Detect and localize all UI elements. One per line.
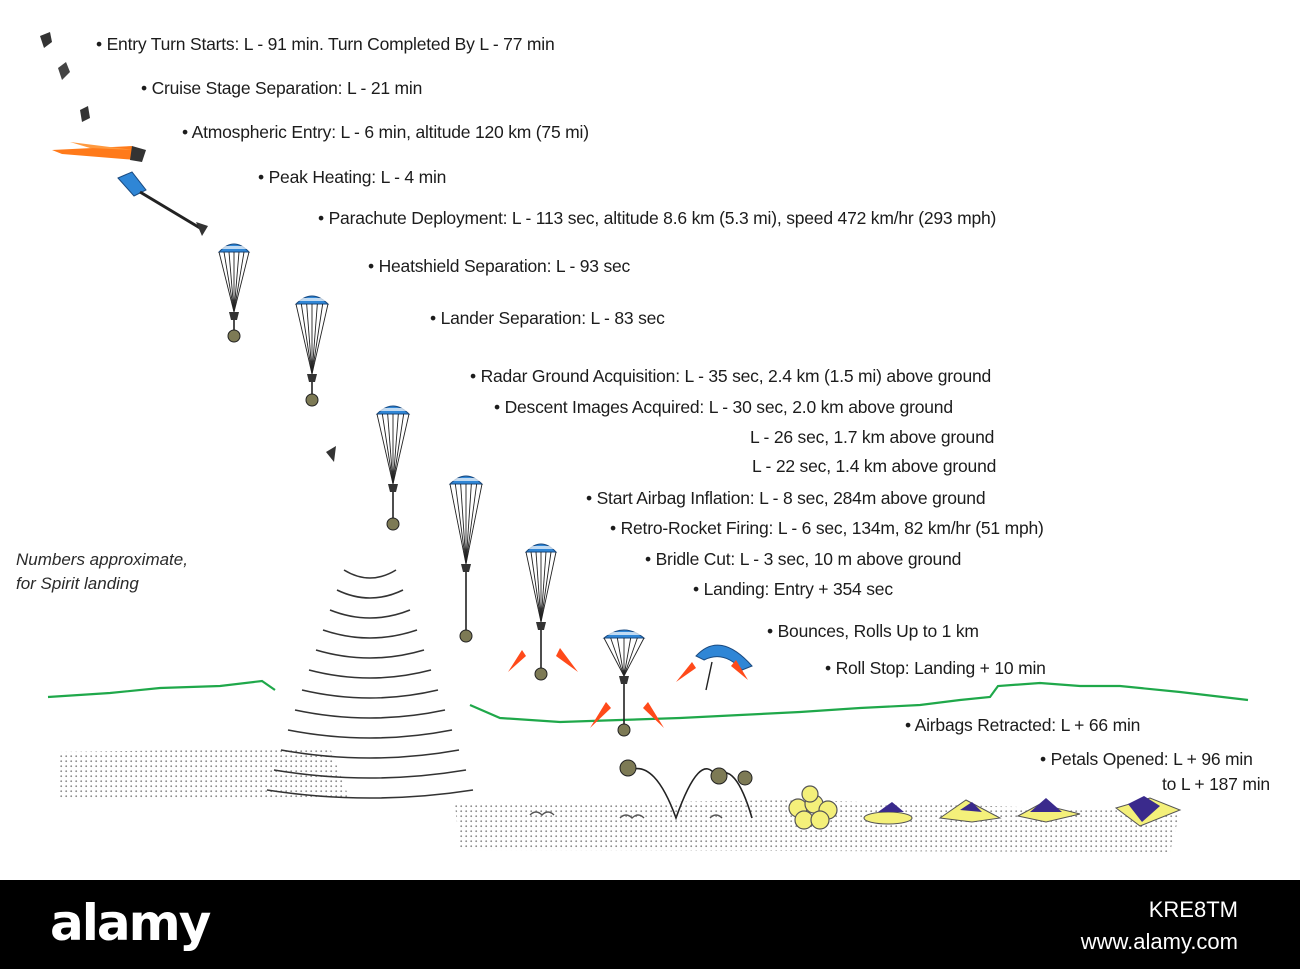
- radar-ring: [309, 670, 431, 678]
- radar-ring: [337, 590, 403, 598]
- event-bridle-cut: • Bridle Cut: L - 3 sec, 10 m above ground: [645, 549, 962, 569]
- event-heatshield-separation: • Heatshield Separation: L - 93 sec: [368, 256, 631, 276]
- bouncing-chute-icon: [696, 645, 752, 690]
- note-line-2: for Spirit landing: [16, 574, 139, 593]
- event-petals-opened: • Petals Opened: L + 96 min: [1040, 749, 1253, 769]
- event-airbags-retracted: • Airbags Retracted: L + 66 min: [905, 715, 1141, 735]
- event-roll-stop: • Roll Stop: Landing + 10 min: [825, 658, 1046, 678]
- retro-firing-icon: [526, 544, 556, 680]
- entry-plasma-icon: [52, 142, 146, 162]
- radar-ring: [323, 630, 417, 638]
- radar-ring: [302, 690, 438, 698]
- radar-ring: [344, 570, 396, 578]
- heatshield-separation-icon: [296, 296, 328, 406]
- event-descent-images: • Descent Images Acquired: L - 30 sec, 2.0 km above ground: [494, 397, 953, 417]
- event-entry-turn: • Entry Turn Starts: L - 91 min. Turn Completed By L - 77 min: [96, 34, 555, 54]
- radar-ring: [295, 710, 445, 718]
- event-cruise-separation: • Cruise Stage Separation: L - 21 min: [141, 78, 423, 98]
- radar-acquisition-icon: [450, 476, 482, 642]
- event-descent-images-3: L - 22 sec, 1.4 km above ground: [752, 456, 997, 476]
- event-retro-rocket: • Retro-Rocket Firing: L - 6 sec, 134m, 82 km/hr (51 mph): [610, 518, 1044, 538]
- watermark-bar: [0, 880, 1300, 969]
- lander-separation-icon: [377, 406, 409, 530]
- event-lander-separation: • Lander Separation: L - 83 sec: [430, 308, 665, 328]
- event-descent-images-2: L - 26 sec, 1.7 km above ground: [750, 427, 995, 447]
- peak-heating-capsule-icon: [118, 172, 208, 236]
- alamy-logo: alamy: [50, 894, 210, 952]
- heatshield-icon: [326, 446, 336, 462]
- event-airbag-inflation: • Start Airbag Inflation: L - 8 sec, 284m above ground: [586, 488, 986, 508]
- watermark-url: www.alamy.com: [1080, 929, 1238, 954]
- radar-ring: [316, 650, 424, 658]
- note-line-1: Numbers approximate,: [16, 550, 188, 569]
- event-petals-opened-2: to L + 187 min: [1162, 774, 1270, 794]
- approximation-note: [16, 548, 188, 596]
- airbag-bounce-icons: [620, 760, 752, 785]
- event-peak-heating: • Peak Heating: L - 4 min: [258, 167, 447, 187]
- event-atmospheric-entry: • Atmospheric Entry: L - 6 min, altitude 120 km (75 mi): [182, 122, 589, 142]
- event-landing: • Landing: Entry + 354 sec: [693, 579, 893, 599]
- parachute-deploy-icon: [219, 244, 249, 342]
- event-radar-acquisition: • Radar Ground Acquisition: L - 35 sec, 2.4 km (1.5 mi) above ground: [470, 366, 992, 386]
- event-bounces: • Bounces, Rolls Up to 1 km: [767, 621, 979, 641]
- radar-ring: [288, 730, 452, 738]
- image-id: KRE8TM: [1148, 897, 1238, 922]
- radar-ring: [330, 610, 410, 618]
- cruise-spacecraft-icon: [40, 32, 90, 122]
- event-parachute-deployment: • Parachute Deployment: L - 113 sec, altitude 8.6 km (5.3 mi), speed 472 km/hr (293 mph): [318, 208, 997, 228]
